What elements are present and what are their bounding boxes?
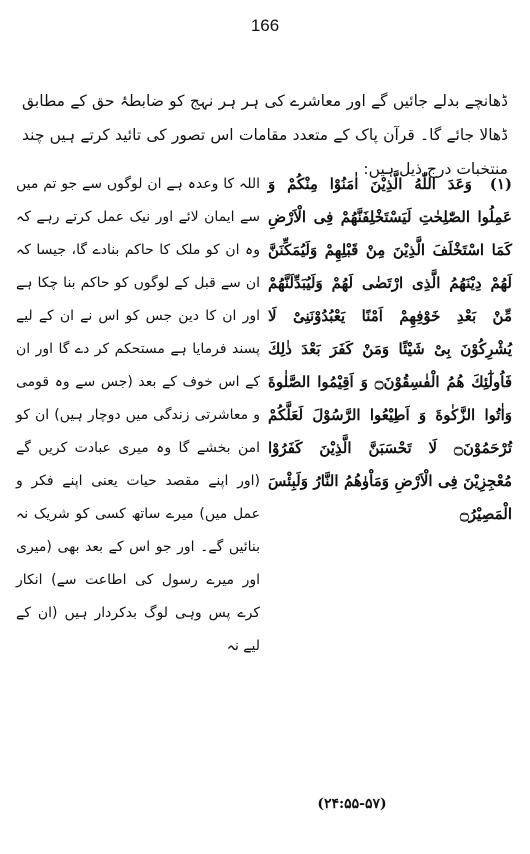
page-number: 166 xyxy=(250,16,280,35)
verse-number: (۱) xyxy=(489,175,512,193)
intro-paragraph: ڈھانچے بدلے جائیں گے اور معاشرے کی ہر ہر نہج کو ضابطۂ حق کے مطابق ڈھالا جائے گا۔ قرآن پاک کے متعدد مقامات اس تصور کی تائید کرتے ہیں چند منتخبات درج ذیل ہیں: xyxy=(22,91,508,178)
arabic-verse-text: وَعَدَ اللّٰهُ الَّذِيْنَ اٰمَنُوْا مِنْكُمْ وَ عَمِلُوا الصّٰلِحٰتِ لَيَسْتَخْلِفَنَّهُمْ فِى الْاَرْضِ كَمَا اسْتَخْلَفَ الَّذِيْنَ مِنْ قَبْلِهِمْ وَلَيُمَكِّنَنَّ لَهُمْ دِيْنَهُمُ الَّذِى ارْتَضٰى لَهُمْ وَلَيُبَدِّلَنَّهُمْ مِّنْ بَعْدِ خَوْفِهِمْ اَمْنًا يَعْبُدُوْنَنِىْ لَا يُشْرِكُوْنَ بِىْ شَيْئًا وَمَنْ كَفَرَ بَعْدَ ذٰلِكَ فَاُولٰٓئِكَ هُمُ الْفٰسِقُوْنَ۝ وَ اَقِيْمُوا الصَّلٰوةَ وَاٰتُوا الزَّكٰوةَ وَ اَطِيْعُوا الرَّسُوْلَ لَعَلَّكُمْ تُرْحَمُوْنَ۝ لَا تَحْسَبَنَّ الَّذِيْنَ كَفَرُوْا مُعْجِزِيْنَ فِى الْاَرْضِ وَمَاْوٰهُمُ النَّارُ وَلَبِئْسَ الْمَصِيْرُ۝ xyxy=(268,175,512,523)
verse-reference: (۲۴:۵۵-۵۷) xyxy=(317,796,387,812)
urdu-translation-text: اللہ کا وعدہ ہے ان لوگوں سے جو تم میں سے ایمان لائے اور نیک عمل کرتے رہے کہ وہ ان کو ملک کا حاکم بنادے گا، جیسا کہ ان سے قبل کے لوگوں کو حاکم بنا چکا ہے اور ان کا دین جس کو اس نے ان کے لیے پسند فرمایا ہے مستحکم کر دے گا اور ان کے اس خوف کے بعد (جس سے وہ قومی و معاشرتی زندگی میں دوچار ہیں) ان کو امن بخشے گا وہ میری عبادت کریں گے (اور اپنے مقصد حیات یعنی اپنے فکر و عمل میں) میرے ساتھ کسی کو شریک نہ بنائیں گے۔ اور جو اس کے بعد بھی (میری اور میرے رسول کی اطاعت سے) انکار کرے پس وہی لوگ بدکردار ہیں (ان کے لیے نہ xyxy=(16,176,260,654)
arabic-verse-column xyxy=(268,168,512,531)
urdu-translation-column xyxy=(16,168,260,663)
